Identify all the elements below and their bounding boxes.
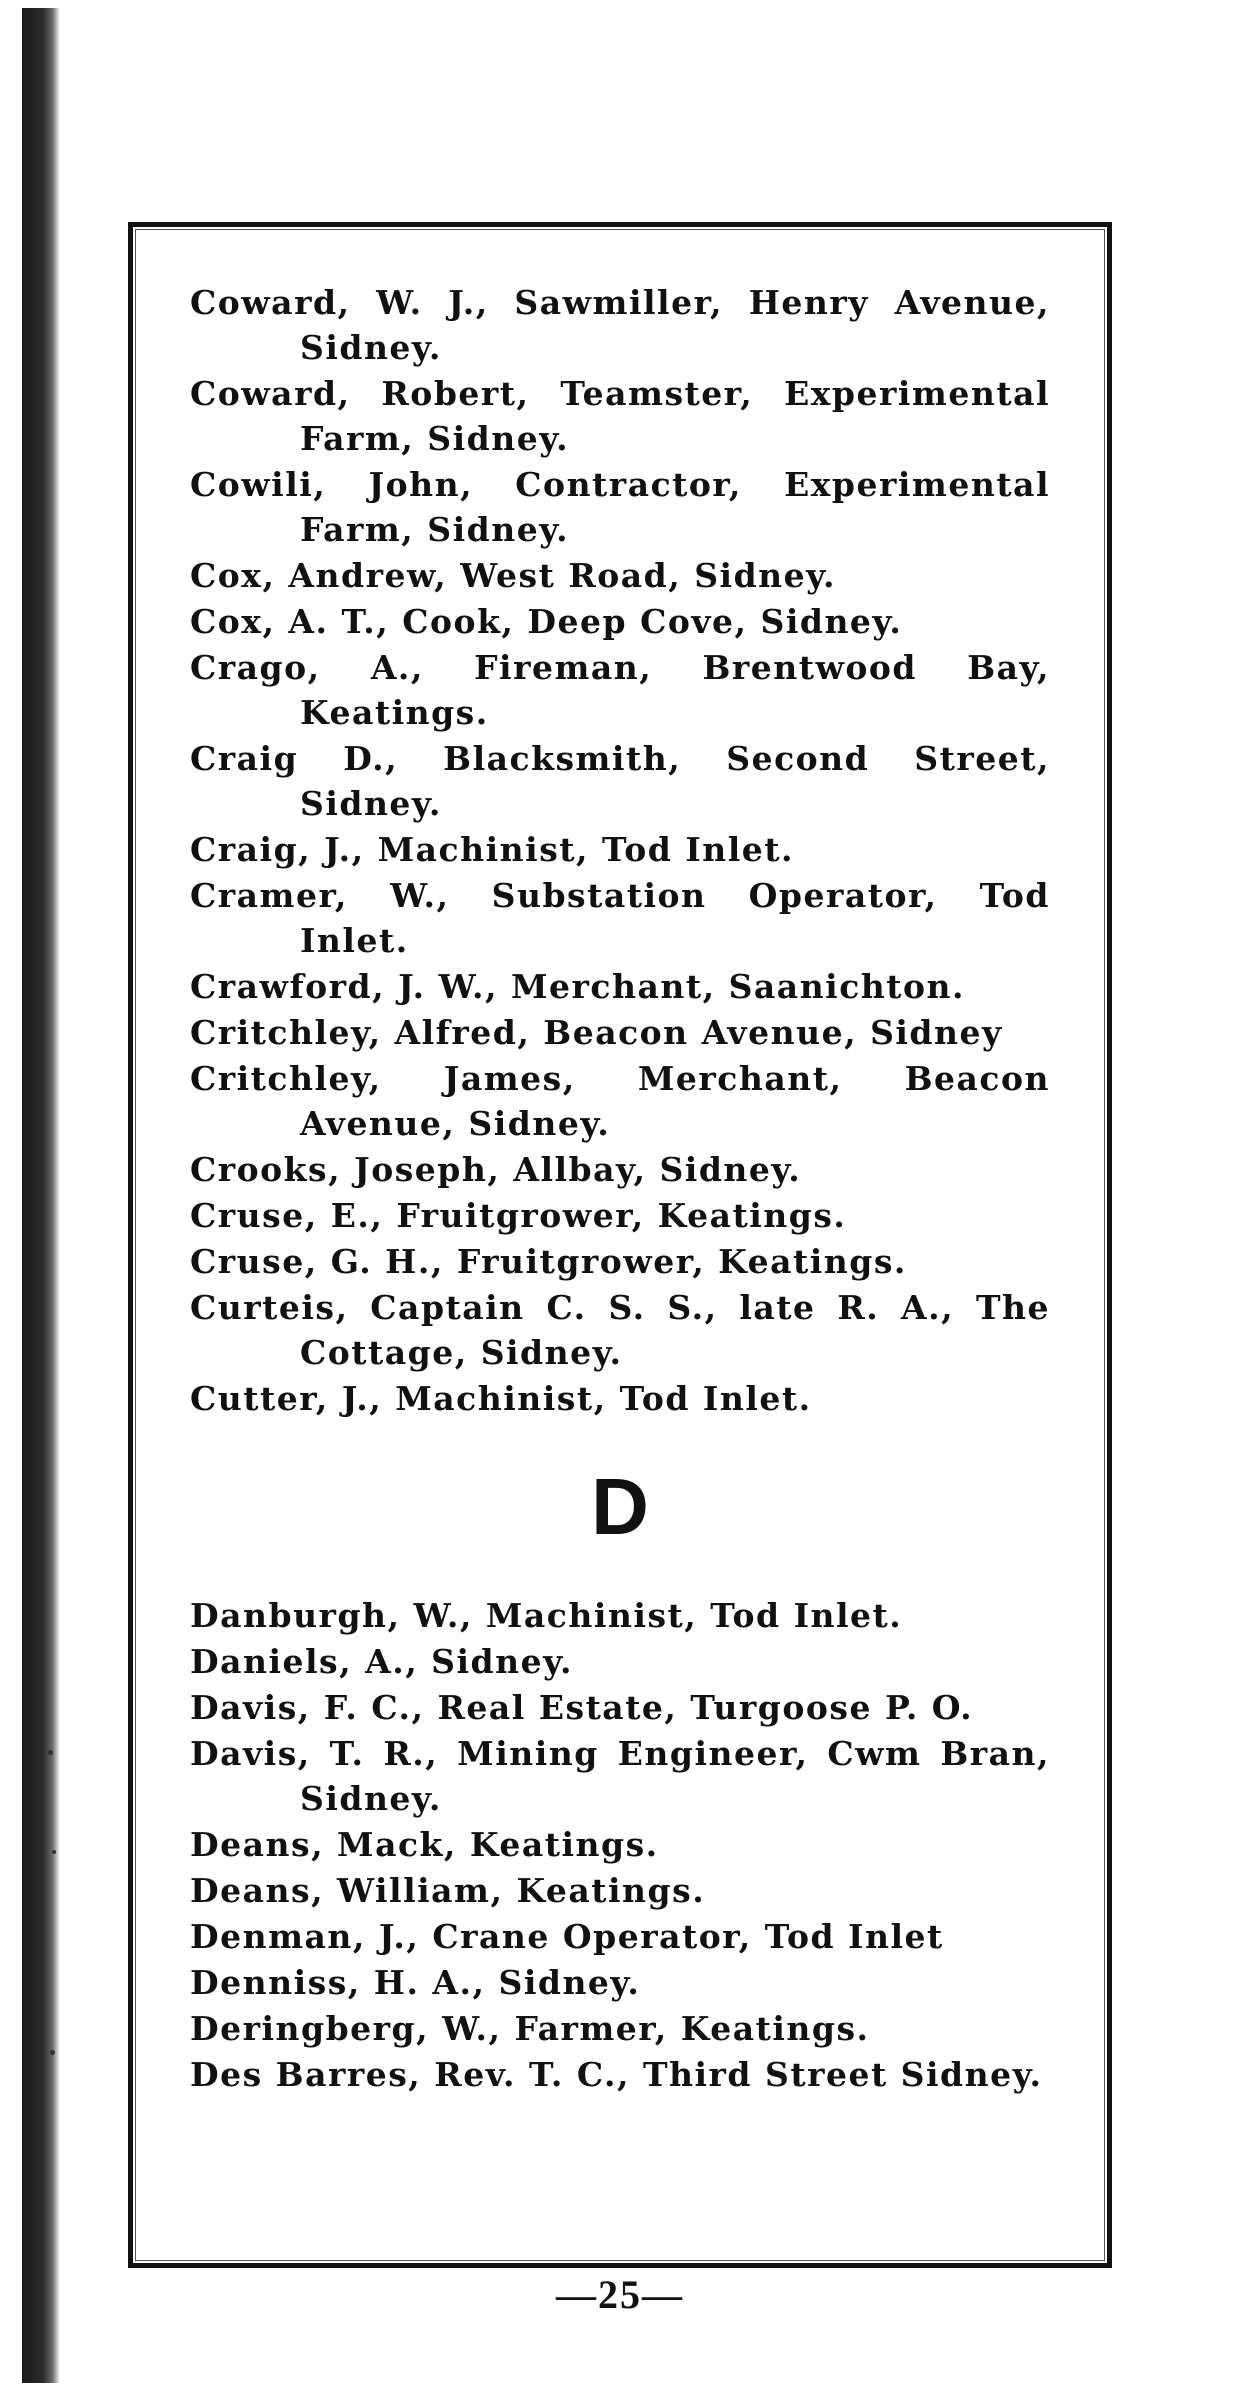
directory-entry: Coward, W. J., Sawmiller, Henry Avenue, Sidney. (190, 283, 1050, 367)
directory-entry: Curteis, Captain C. S. S., late R. A., The Cottage, Sidney. (190, 1288, 1050, 1372)
directory-entry: Cox, A. T., Cook, Deep Cove, Sidney. (190, 602, 903, 641)
binding-edge (22, 8, 60, 2383)
directory-entry: Daniels, A., Sidney. (190, 1642, 573, 1681)
directory-entry: Danburgh, W., Machinist, Tod Inlet. (190, 1596, 903, 1635)
directory-entry: Cramer, W., Substation Operator, Tod Inlet. (190, 876, 1050, 960)
paper-speck (48, 1750, 53, 1755)
directory-entry: Coward, Robert, Teamster, Experimental Farm, Sidney. (190, 374, 1050, 458)
directory-entry: Cutter, J., Machinist, Tod Inlet. (190, 1379, 812, 1418)
directory-entry: Davis, T. R., Mining Engineer, Cwm Bran, Sidney. (190, 1734, 1050, 1818)
directory-entry: Davis, F. C., Real Estate, Turgoose P. O. (190, 1688, 974, 1727)
directory-entry: Cruse, G. H., Fruitgrower, Keatings. (190, 1242, 907, 1281)
paper-speck (50, 2050, 55, 2055)
paper-speck (52, 1850, 56, 1854)
directory-entry: Deringberg, W., Farmer, Keatings. (190, 2009, 870, 2048)
directory-entry: Denniss, H. A., Sidney. (190, 1963, 641, 2002)
directory-section-c (190, 280, 1050, 1422)
directory-entry: Critchley, James, Merchant, Beacon Avenue, Sidney. (190, 1059, 1050, 1143)
section-letter-heading: D (591, 1462, 649, 1551)
directory-entry: Crooks, Joseph, Allbay, Sidney. (190, 1150, 802, 1189)
directory-entry: Cruse, E., Fruitgrower, Keatings. (190, 1196, 847, 1235)
directory-entry: Craig D., Blacksmith, Second Street, Sidney. (190, 739, 1050, 823)
directory-entry: Critchley, Alfred, Beacon Avenue, Sidney (190, 1013, 1003, 1052)
page-number: —25— (556, 2272, 684, 2317)
directory-entry: Cowili, John, Contractor, Experimental Farm, Sidney. (190, 465, 1050, 549)
directory-entry: Cox, Andrew, West Road, Sidney. (190, 556, 837, 595)
directory-entry: Deans, Mack, Keatings. (190, 1825, 659, 1864)
directory-entry: Denman, J., Crane Operator, Tod Inlet (190, 1917, 944, 1956)
directory-entry: Craig, J., Machinist, Tod Inlet. (190, 830, 795, 869)
directory-entry: Des Barres, Rev. T. C., Third Street Sidney. (190, 2055, 1043, 2094)
directory-section-d (190, 1593, 1050, 2098)
directory-entry: Crawford, J. W., Merchant, Saanichton. (190, 967, 966, 1006)
directory-entry: Deans, William, Keatings. (190, 1871, 706, 1910)
directory-entry: Crago, A., Fireman, Brentwood Bay, Keatings. (190, 648, 1050, 732)
